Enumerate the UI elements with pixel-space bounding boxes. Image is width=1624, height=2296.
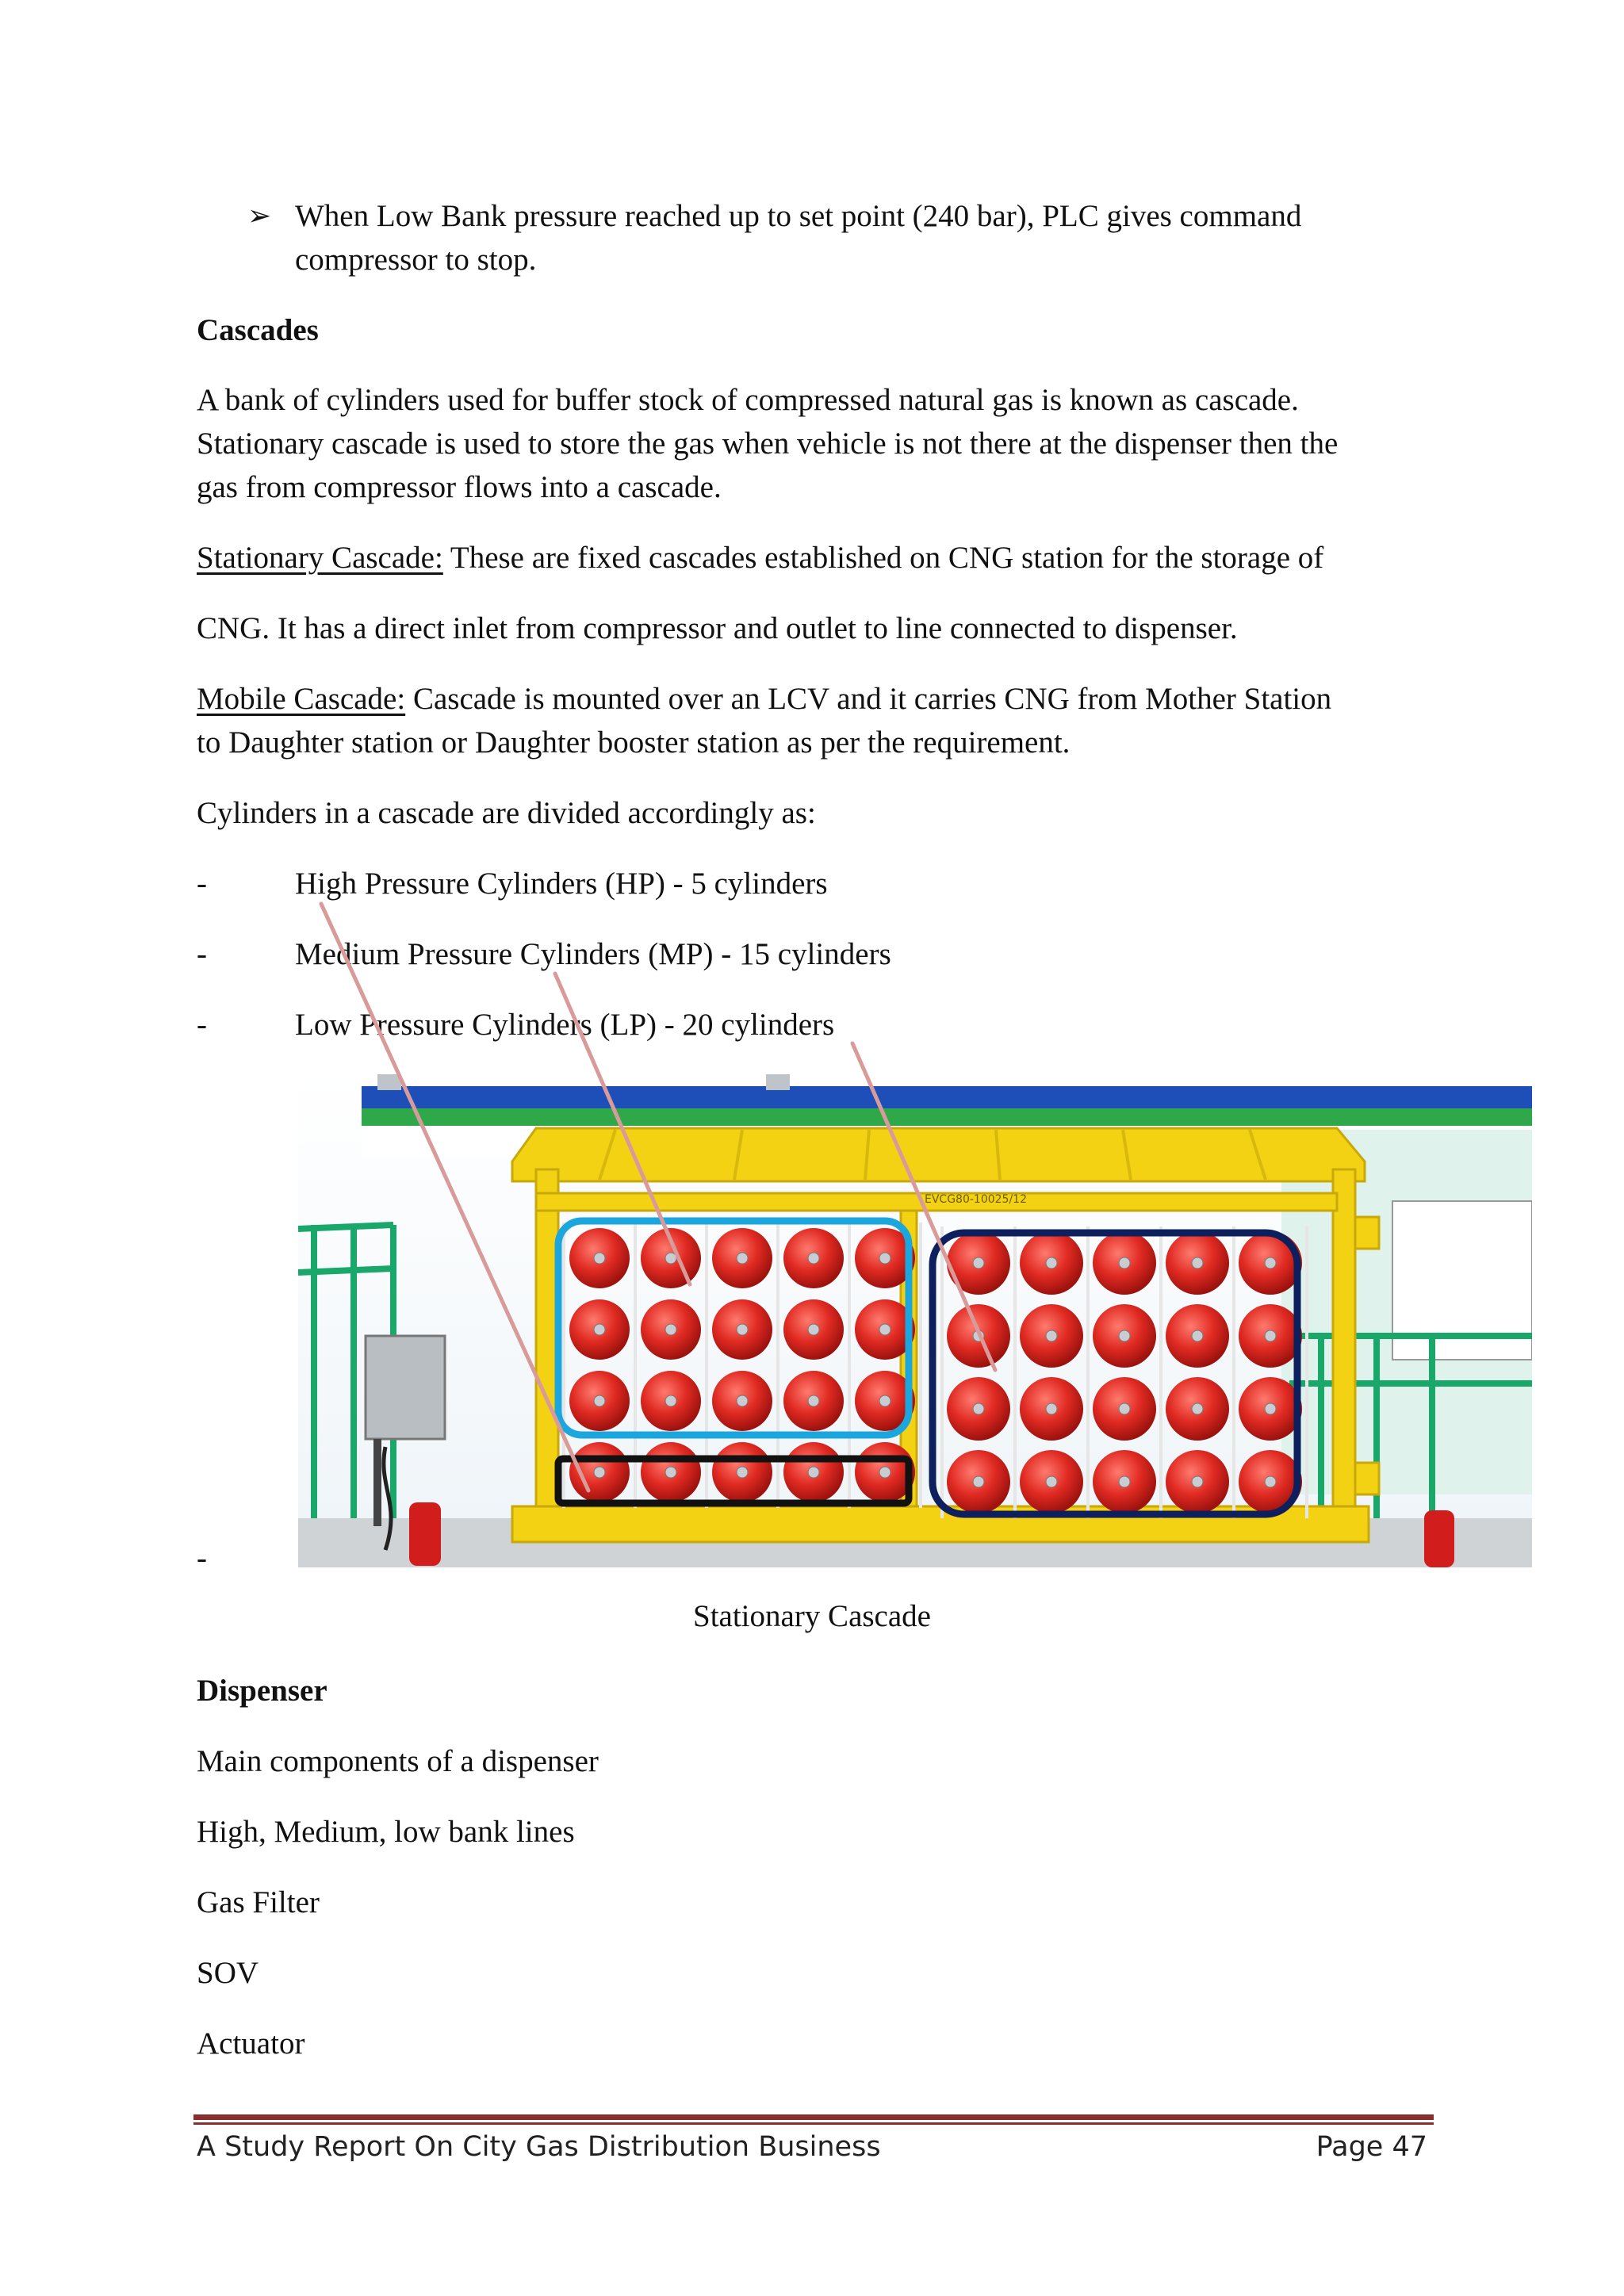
mobile-cascade-label: Mobile Cascade: <box>197 682 406 716</box>
dispenser-line: Actuator <box>197 2026 305 2061</box>
list-item-lp: Low Pressure Cylinders (LP) - 20 cylinders <box>295 1008 835 1042</box>
bullet-line-1: When Low Bank pressure reached up to set point (240 bar), PLC gives command <box>295 199 1302 233</box>
list-item-dash: - <box>197 1008 207 1042</box>
footer-rule <box>193 2114 1434 2120</box>
stationary-cascade-text: These are fixed cascades established on CNG station for the storage of <box>442 541 1324 575</box>
dispenser-line: High, Medium, low bank lines <box>197 1815 575 1849</box>
dispenser-heading: Dispenser <box>197 1674 327 1708</box>
footer-title: A Study Report On City Gas Distribution Business <box>197 2131 881 2163</box>
cascades-para-line-3: gas from compressor flows into a cascade. <box>197 470 722 504</box>
trailing-dash: - <box>197 1541 207 1575</box>
dispenser-line: SOV <box>197 1956 259 1990</box>
cascade-stencil-text: EVCG80-10025/12 <box>925 1193 1027 1206</box>
list-item-dash: - <box>197 867 207 901</box>
list-item-dash: - <box>197 937 207 971</box>
mobile-cascade-text: Cascade is mounted over an LCV and it carries CNG from Mother Station <box>405 682 1332 716</box>
dispenser-line: Main components of a dispenser <box>197 1744 599 1778</box>
arrow-bullet-icon: ➢ <box>247 200 272 232</box>
stationary-cascade-label: Stationary Cascade: <box>197 541 443 575</box>
cascades-para-line-1: A bank of cylinders used for buffer stock of compressed natural gas is known as cascade. <box>197 383 1299 417</box>
list-item-mp: Medium Pressure Cylinders (MP) - 15 cylinders <box>295 937 891 971</box>
hp-arrow <box>321 904 588 1490</box>
cascades-para-line-2: Stationary cascade is used to store the gas when vehicle is not there at the dispenser then the <box>197 427 1339 461</box>
figure-caption: Stationary Cascade <box>693 1599 931 1633</box>
cascades-heading: Cascades <box>197 313 319 347</box>
stationary-cascade-line-2: CNG. It has a direct inlet from compressor and outlet to line connected to dispenser. <box>197 611 1238 645</box>
lp-arrow <box>852 1043 995 1370</box>
bullet-line-2: compressor to stop. <box>295 243 537 277</box>
mp-arrow <box>555 974 690 1284</box>
mobile-cascade-line-2: to Daughter station or Daughter booster station as per the requirement. <box>197 725 1071 760</box>
list-item-hp: High Pressure Cylinders (HP) - 5 cylinders <box>295 867 828 901</box>
dispenser-line: Gas Filter <box>197 1885 320 1919</box>
footer-rule <box>193 2122 1434 2125</box>
division-intro: Cylinders in a cascade are divided accordingly as: <box>197 796 816 830</box>
footer-page-number: Page 47 <box>1316 2131 1427 2163</box>
